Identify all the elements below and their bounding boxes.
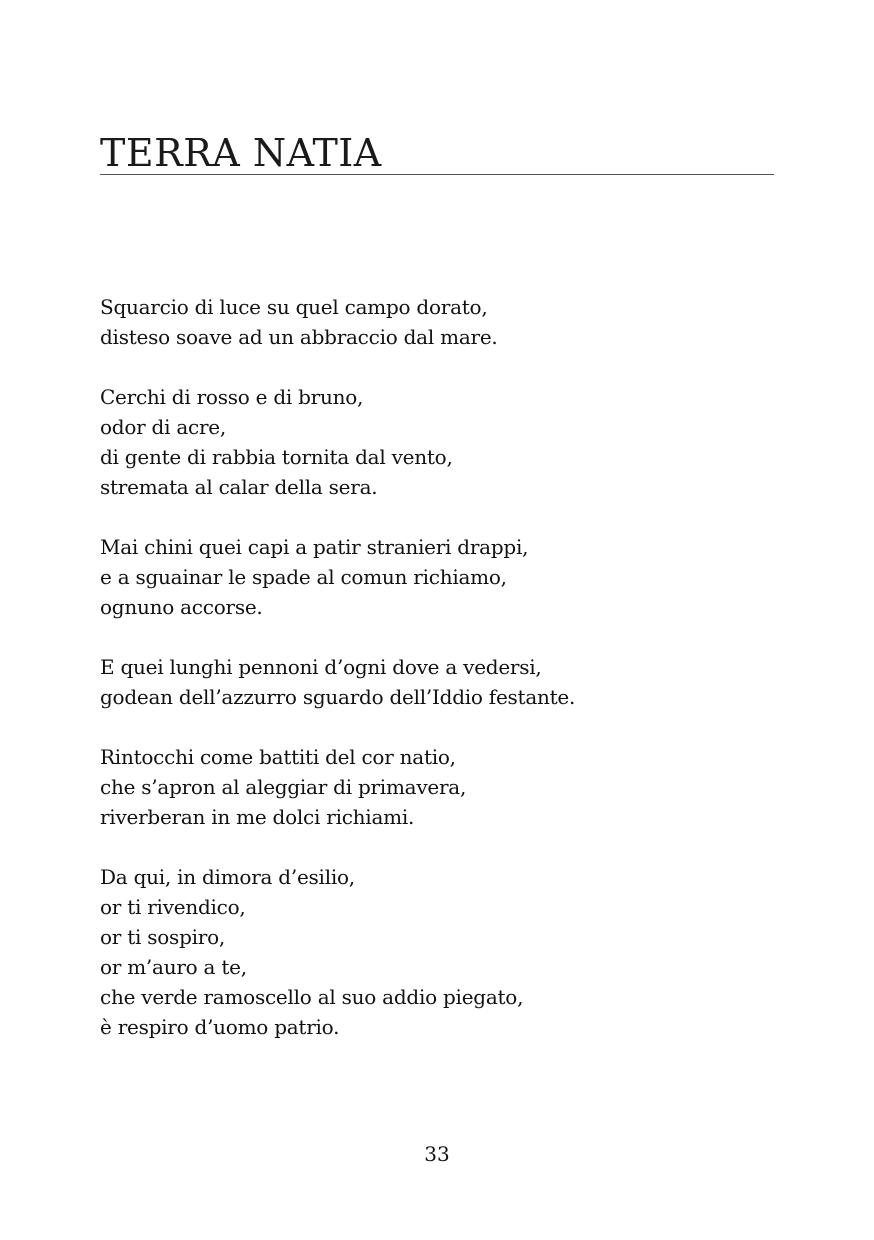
verse-line: Cerchi di rosso e di bruno, (100, 385, 364, 409)
verse-line: stremata al calar della sera. (100, 475, 378, 499)
verse-line: che s’apron al aleggiar di primavera, (100, 775, 467, 799)
verse-line: ognuno accorse. (100, 595, 263, 619)
verse-line: E quei lunghi pennoni d’ogni dove a vedersi, (100, 655, 542, 679)
verse-line: è respiro d’uomo patrio. (100, 1015, 340, 1039)
stanza (100, 742, 780, 832)
poem-body (100, 292, 780, 1072)
verse-line: di gente di rabbia tornita dal vento, (100, 445, 453, 469)
verse-line: e a sguainar le spade al comun richiamo, (100, 565, 507, 589)
page-number: 33 (424, 1142, 450, 1166)
stanza (100, 862, 780, 1042)
stanza (100, 652, 780, 712)
verse-line: godean dell’azzurro sguardo dell’Iddio festante. (100, 685, 576, 709)
stanza (100, 382, 780, 502)
verse-line: Mai chini quei capi a patir stranieri drappi, (100, 535, 529, 559)
stanza (100, 292, 780, 352)
verse-line: or ti rivendico, (100, 895, 246, 919)
verse-line: or ti sospiro, (100, 925, 225, 949)
verse-line: Rintocchi come battiti del cor natio, (100, 745, 456, 769)
verse-line: che verde ramoscello al suo addio piegato, (100, 985, 524, 1009)
verse-line: riverberan in me dolci richiami. (100, 805, 415, 829)
title-divider (100, 174, 774, 175)
page-title: TERRA NATIA (100, 131, 382, 175)
verse-line: Squarcio di luce su quel campo dorato, (100, 295, 488, 319)
stanza (100, 532, 780, 622)
verse-line: disteso soave ad un abbraccio dal mare. (100, 325, 498, 349)
verse-line: Da qui, in dimora d’esilio, (100, 865, 355, 889)
verse-line: or m’auro a te, (100, 955, 247, 979)
verse-line: odor di acre, (100, 415, 226, 439)
